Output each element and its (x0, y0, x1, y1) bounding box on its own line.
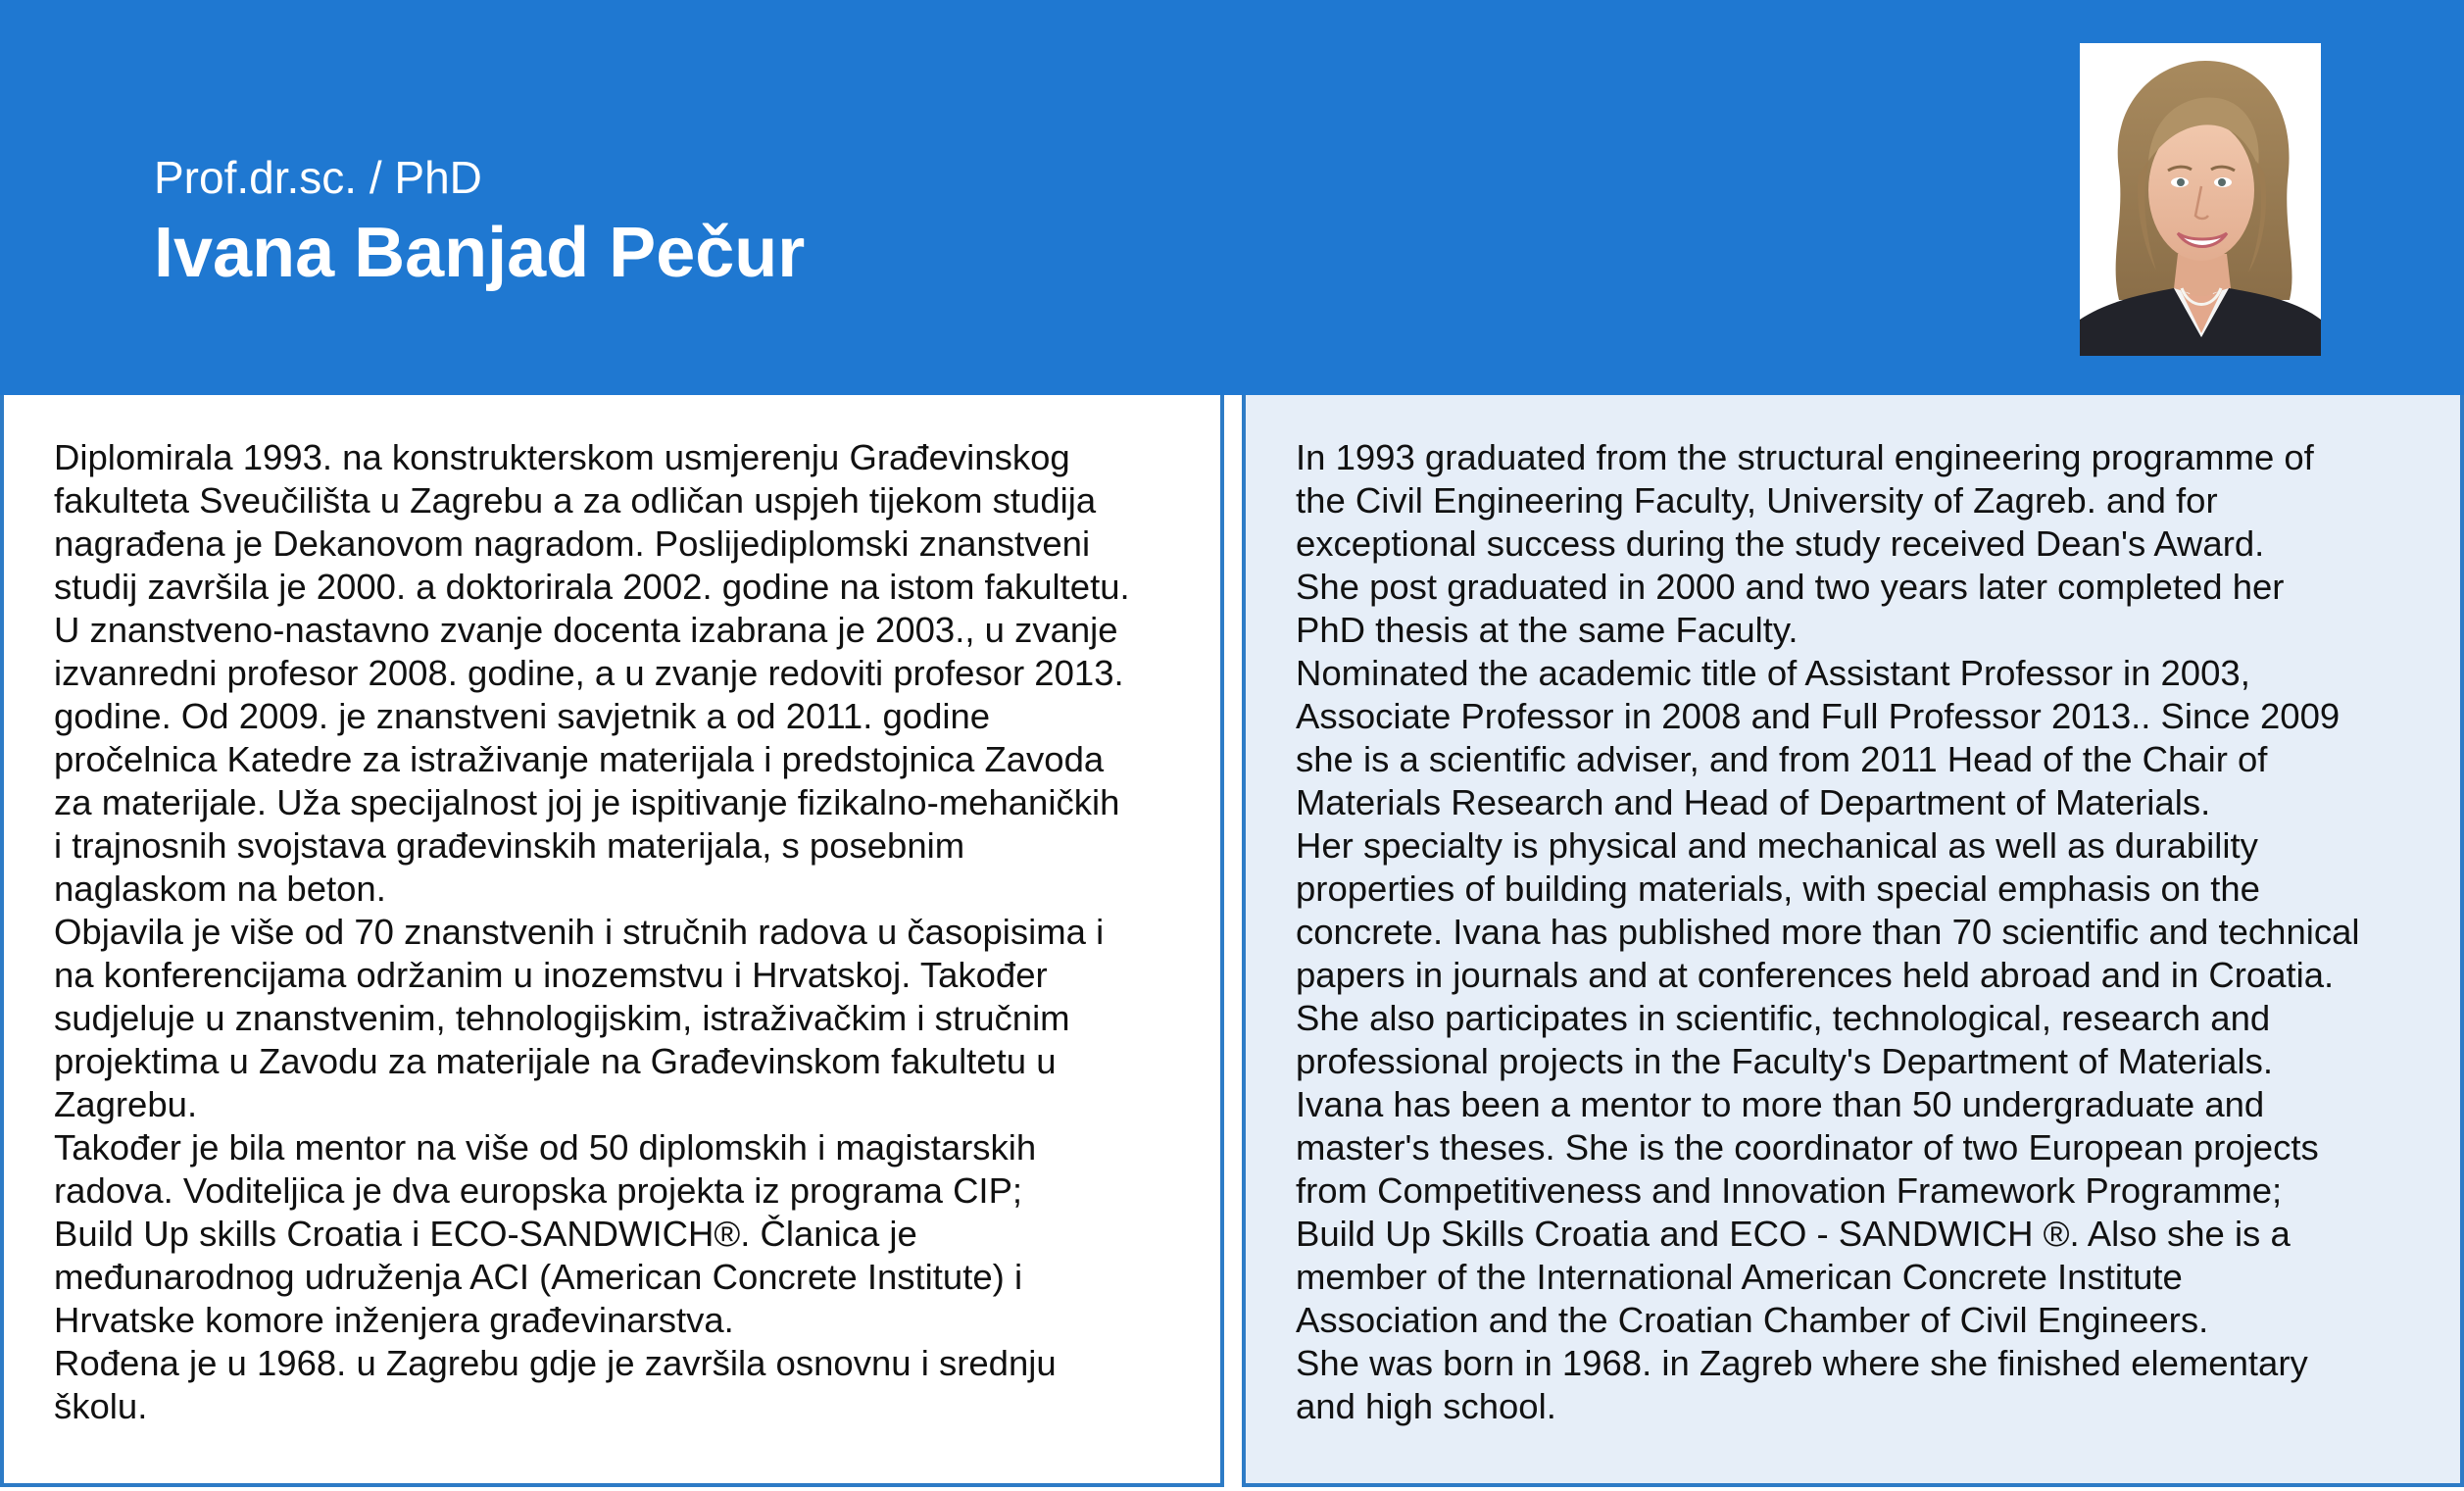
academic-title: Prof.dr.sc. / PhD (154, 152, 482, 203)
bio-panel-english (1242, 395, 2464, 1487)
person-name: Ivana Banjad Pečur (154, 214, 806, 292)
bio-text-croatian: Diplomirala 1993. na konstrukterskom usmjerenju Građevinskog fakulteta Sveučilišta u Zagrebu a za odličan uspjeh tijekom studija nagrađena je Dekanovom nagradom. Poslijediplomski znanstveni studij završila je 2000. a doktorirala 2002. godine na istom fakultetu. U znanstveno-nastavno zvanje docenta izabrana je 2003., u zvanje izvanredni profesor 2008. godine, a u zvanje redoviti profesor 2013. godine. Od 2009. je znanstveni savjetnik a od 2011. godine pročelnica Katedre za istraživanje materijala i predstojnica Zavoda za materijale. Uža specijalnost joj je ispitivanje fizikalno-mehaničkih i trajnosnih svojstava građevinskih materijala, s posebnim naglaskom na beton. Objavila je više od 70 znanstvenih i stručnih radova u časopisima i na konferencijama održanim u inozemstvu i Hrvatskoj. Također sudjeluje u znanstvenim, tehnologijskim, istraživačkim i stručnim projektima u Zavodu za materijale na Građevinskom fakultetu u Zagrebu. Također je bila mentor na više od 50 diplomskih i magistarskih radova. Voditeljica je dva europska projekta iz programa CIP; Build Up skills Croatia i ECO-SANDWICH®. Članica je međunarodnog udruženja ACI (American Concrete Institute) i Hrvatske komore inženjera građevinarstva. Rođena je u 1968. u Zagrebu gdje je završila osnovnu i srednju školu. (54, 437, 1130, 1426)
bio-panel-croatian (0, 395, 1224, 1487)
bio-text-english: In 1993 graduated from the structural engineering programme of the Civil Engineering Faculty, University of Zagreb. and for exceptional success during the study received Dean's Award. She post graduated in 2000 and two years later completed her PhD thesis at the same Faculty. Nominated the academic title of Assistant Professor in 2003, Associate Professor in 2008 and Full Professor 2013.. Since 2009 she is a scientific adviser, and from 2011 Head of the Chair of Materials Research and Head of Department of Materials. Her specialty is physical and mechanical as well as durability properties of building materials, with special emphasis on the concrete. Ivana has published more than 70 scientific and technical papers in journals and at conferences held abroad and in Croatia. She also participates in scientific, technological, research and professional projects in the Faculty's Department of Materials. Ivana has been a mentor to more than 50 undergraduate and master's theses. She is the coordinator of two European projects from Competitiveness and Innovation Framework Programme; Build Up Skills Croatia and ECO - SANDWICH ®. Also she is a member of the International American Concrete Institute Association and the Croatian Chamber of Civil Engineers. She was born in 1968. in Zagreb where she finished elementary and high school. (1296, 437, 2360, 1426)
portrait-icon (2080, 43, 2321, 356)
header-banner (0, 0, 2464, 395)
portrait-photo (2080, 43, 2321, 356)
